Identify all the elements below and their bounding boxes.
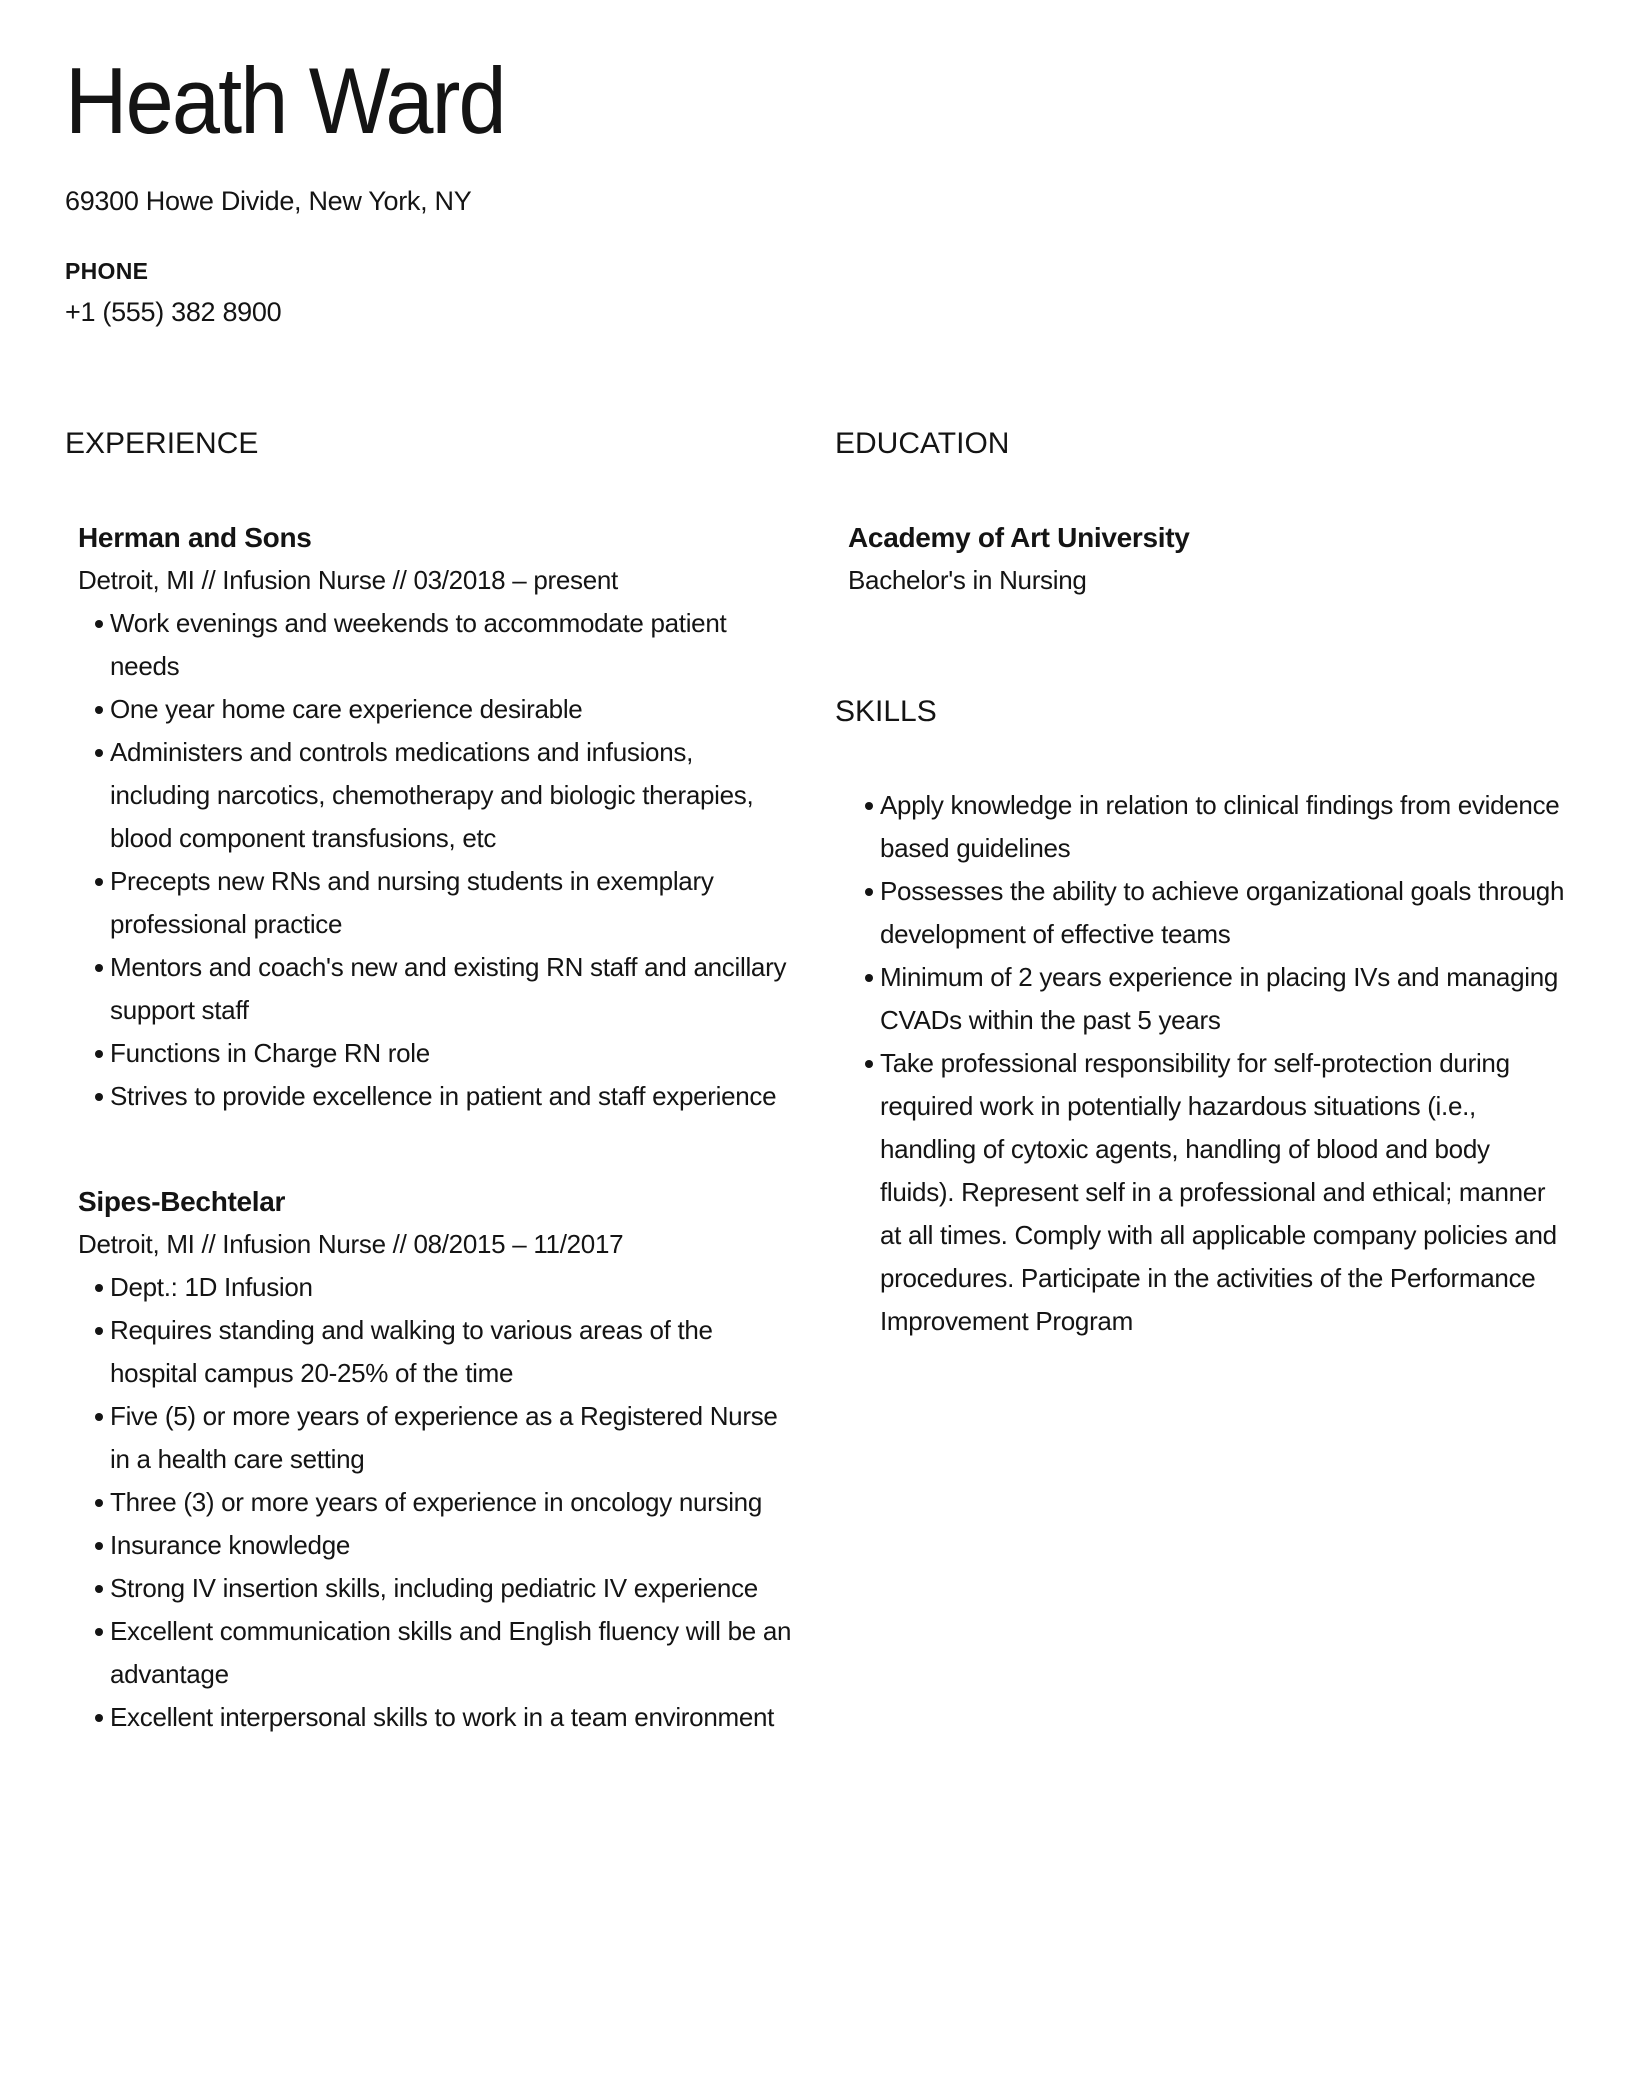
skills-heading: SKILLS: [835, 694, 937, 728]
bullet-item: Excellent communication skills and English fluency will be an advantage: [65, 1610, 795, 1696]
company-name: Herman and Sons: [78, 521, 312, 553]
education-heading: EDUCATION: [835, 426, 1010, 460]
bullet-item: Functions in Charge RN role: [65, 1032, 795, 1075]
company-name: Sipes-Bechtelar: [78, 1185, 286, 1217]
job-bullet-list: [65, 1266, 795, 1739]
bullet-item: Dept.: 1D Infusion: [65, 1266, 795, 1309]
bullet-item: Take professional responsibility for self-protection during required work in potentially hazardous situations (i.e., handling of cytoxic agents, handling of blood and body fluids). Represent self in a professional and ethical; manner at all times. Comply with all applicable company policies and procedures. Participate in the activities of the Performance Improvement Program: [835, 1042, 1567, 1343]
education-entry: [835, 516, 1567, 602]
candidate-address: 69300 Howe Divide, New York, NY: [65, 185, 472, 216]
bullet-item: Three (3) or more years of experience in oncology nursing: [65, 1481, 795, 1524]
phone-label: PHONE: [65, 257, 149, 284]
bullet-item: Mentors and coach's new and existing RN staff and ancillary support staff: [65, 946, 795, 1032]
bullet-item: Insurance knowledge: [65, 1524, 795, 1567]
job-meta: Detroit, MI // Infusion Nurse // 03/2018 – present: [78, 564, 618, 595]
experience-entry-herman: [65, 516, 795, 1118]
skills-bullet-list: [835, 784, 1567, 1343]
bullet-item: Administers and controls medications and infusions, including narcotics, chemotherapy and biologic therapies, blood component transfusions, etc: [65, 731, 795, 860]
skills-section: [835, 694, 1567, 1343]
job-meta: Detroit, MI // Infusion Nurse // 08/2015 – 11/2017: [78, 1228, 624, 1259]
bullet-item: Possesses the ability to achieve organizational goals through development of effective teams: [835, 870, 1567, 956]
experience-entry-sipes: [65, 1180, 795, 1739]
bullet-item: One year home care experience desirable: [65, 688, 795, 731]
bullet-item: Precepts new RNs and nursing students in exemplary professional practice: [65, 860, 795, 946]
candidate-name: Heath Ward: [65, 48, 505, 153]
left-column: [65, 426, 835, 1739]
right-column: [835, 426, 1567, 1739]
job-bullet-list: [65, 602, 795, 1118]
bullet-item: Strives to provide excellence in patient and staff experience: [65, 1075, 795, 1118]
degree: Bachelor's in Nursing: [848, 564, 1087, 595]
bullet-item: Minimum of 2 years experience in placing IVs and managing CVADs within the past 5 years: [835, 956, 1567, 1042]
experience-heading: EXPERIENCE: [65, 426, 259, 460]
resume-body-columns: [65, 426, 1567, 1739]
experience-section: [65, 426, 795, 1739]
bullet-item: Apply knowledge in relation to clinical findings from evidence based guidelines: [835, 784, 1567, 870]
bullet-item: Work evenings and weekends to accommodate patient needs: [65, 602, 795, 688]
education-section: [835, 426, 1567, 602]
bullet-item: Five (5) or more years of experience as a Registered Nurse in a health care setting: [65, 1395, 795, 1481]
resume-header: [65, 50, 1567, 329]
phone-number: +1 (555) 382 8900: [65, 296, 282, 327]
bullet-item: Requires standing and walking to various areas of the hospital campus 20-25% of the time: [65, 1309, 795, 1395]
school-name: Academy of Art University: [848, 521, 1190, 553]
bullet-item: Excellent interpersonal skills to work in a team environment: [65, 1696, 795, 1739]
bullet-item: Strong IV insertion skills, including pediatric IV experience: [65, 1567, 795, 1610]
